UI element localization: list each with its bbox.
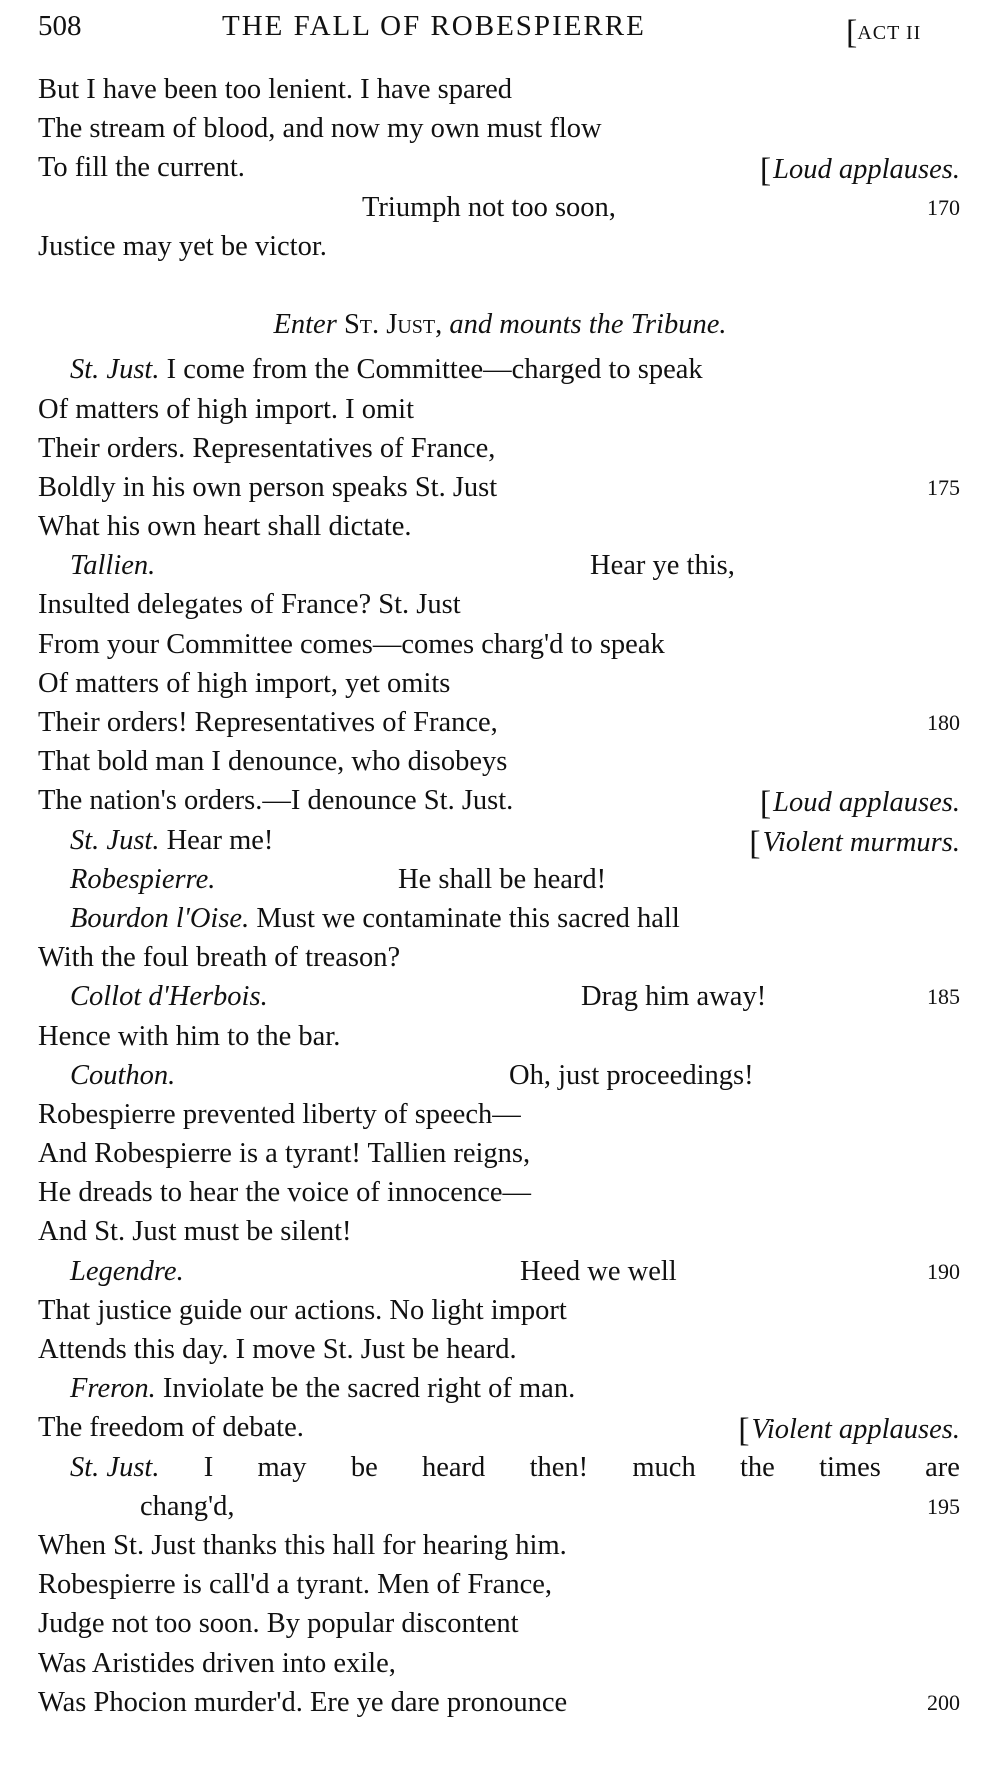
speech-line: Collot d'Herbois. Drag him away! 185: [0, 977, 1000, 1016]
speaker-name: Couthon.: [70, 1059, 176, 1091]
verse-line: To fill the current. [Loud applauses.: [0, 148, 1000, 187]
verse-line: What his own heart shall dictate.: [38, 511, 412, 543]
verse-body: [0, 70, 1000, 1722]
line-number: 195: [927, 1493, 960, 1519]
verse-line-continuation: chang'd, 195: [0, 1487, 1000, 1526]
verse-line: Boldly in his own person speaks St. Just 175: [0, 468, 1000, 507]
speaker-name: St. Just.: [70, 824, 160, 856]
verse-line: Hence with him to the bar.: [38, 1020, 341, 1052]
verse-line: Attends this day. I move St. Just be heard.: [38, 1334, 517, 1365]
verse-line: That bold man I denounce, who disobeys: [38, 746, 508, 778]
speech-line: Couthon. Oh, just proceedings!: [0, 1056, 1000, 1095]
verse-line: Of matters of high import, yet omits: [38, 667, 451, 699]
verse-line: That justice guide our actions. No light import: [38, 1294, 567, 1326]
running-header: [0, 10, 1000, 54]
speaker-name: Freron.: [70, 1373, 156, 1405]
line-number: 200: [927, 1689, 960, 1715]
stage-direction: [Violent murmurs.: [749, 824, 960, 862]
verse-line: Their orders. Representatives of France,: [38, 432, 496, 464]
verse-line: The nation's orders.—I denounce St. Just. [Loud applauses.: [0, 781, 1000, 820]
verse-line: Judge not too soon. By popular discontent: [38, 1608, 519, 1640]
page-number: 508: [38, 10, 82, 42]
verse-line: The freedom of debate. [Violent applauses.: [0, 1408, 1000, 1447]
verse-line: Robespierre prevented liberty of speech—: [38, 1098, 521, 1130]
verse-line: And Robespierre is a tyrant! Tallien reigns,: [38, 1138, 531, 1170]
verse-line: He dreads to hear the voice of innocence—: [38, 1177, 531, 1209]
line-number: 175: [927, 474, 960, 500]
speech-line: St. Just. I may be heard then! much the times are: [0, 1448, 1000, 1487]
verse-line: Their orders! Representatives of France, 180: [0, 703, 1000, 742]
speech-line: Legendre. Heed we well 190: [0, 1252, 1000, 1291]
verse-line: When St. Just thanks this hall for hearing him.: [38, 1529, 567, 1561]
verse-line: The stream of blood, and now my own must flow: [38, 113, 602, 145]
speaker-name: St. Just.: [70, 354, 160, 386]
speech-line: Robespierre. He shall be heard!: [0, 860, 1000, 899]
act-label: [ACT II: [846, 14, 922, 51]
speaker-name: Robespierre.: [70, 863, 216, 895]
verse-line: Robespierre is call'd a tyrant. Men of France,: [38, 1569, 553, 1601]
line-number: 190: [927, 1258, 960, 1284]
verse-line: Of matters of high import. I omit: [38, 393, 414, 425]
verse-line: With the foul breath of treason?: [38, 942, 401, 974]
speech-line: Tallien. Hear ye this,: [0, 546, 1000, 585]
speaker-name: Collot d'Herbois.: [70, 981, 268, 1013]
line-number: 170: [927, 194, 960, 220]
stage-direction: [Loud applauses.: [759, 785, 960, 823]
speaker-name: St. Just.: [70, 1451, 160, 1483]
stage-direction: [Loud applauses.: [759, 152, 960, 190]
verse-line: Insulted delegates of France? St. Just: [38, 589, 461, 621]
entry-direction: Enter St. Just, and mounts the Tribune.: [273, 309, 727, 341]
line-number: 185: [927, 984, 960, 1010]
verse-line: Justice may yet be victor.: [38, 230, 327, 262]
speaker-name: Bourdon l'Oise.: [70, 902, 250, 934]
verse-line: Triumph not too soon, 170: [0, 188, 1000, 227]
verse-line: From your Committee comes—comes charg'd to speak: [38, 628, 665, 660]
running-title: THE FALL OF ROBESPIERRE: [222, 10, 646, 42]
speech-line: Bourdon l'Oise. Must we contaminate this sacred hall: [70, 902, 680, 934]
stage-direction: [Violent applauses.: [738, 1412, 960, 1450]
verse-line: But I have been too lenient. I have spared: [38, 74, 513, 105]
act-bracket: [: [846, 14, 858, 51]
speech-line: Freron. Inviolate be the sacred right of man.: [70, 1373, 576, 1405]
verse-line: Was Phocion murder'd. Ere ye dare pronounce 200: [0, 1683, 1000, 1722]
spacer: [0, 266, 1000, 305]
line-number: 180: [927, 710, 960, 735]
speech-line: St. Just. I come from the Committee—charged to speak: [70, 354, 703, 386]
verse-line: Was Aristides driven into exile,: [38, 1647, 396, 1679]
speaker-name: Legendre.: [70, 1255, 184, 1287]
speaker-name: Tallien.: [70, 550, 156, 582]
verse-line: And St. Just must be silent!: [38, 1216, 352, 1248]
speech-line: St. Just. Hear me! [Violent murmurs.: [0, 821, 1000, 860]
